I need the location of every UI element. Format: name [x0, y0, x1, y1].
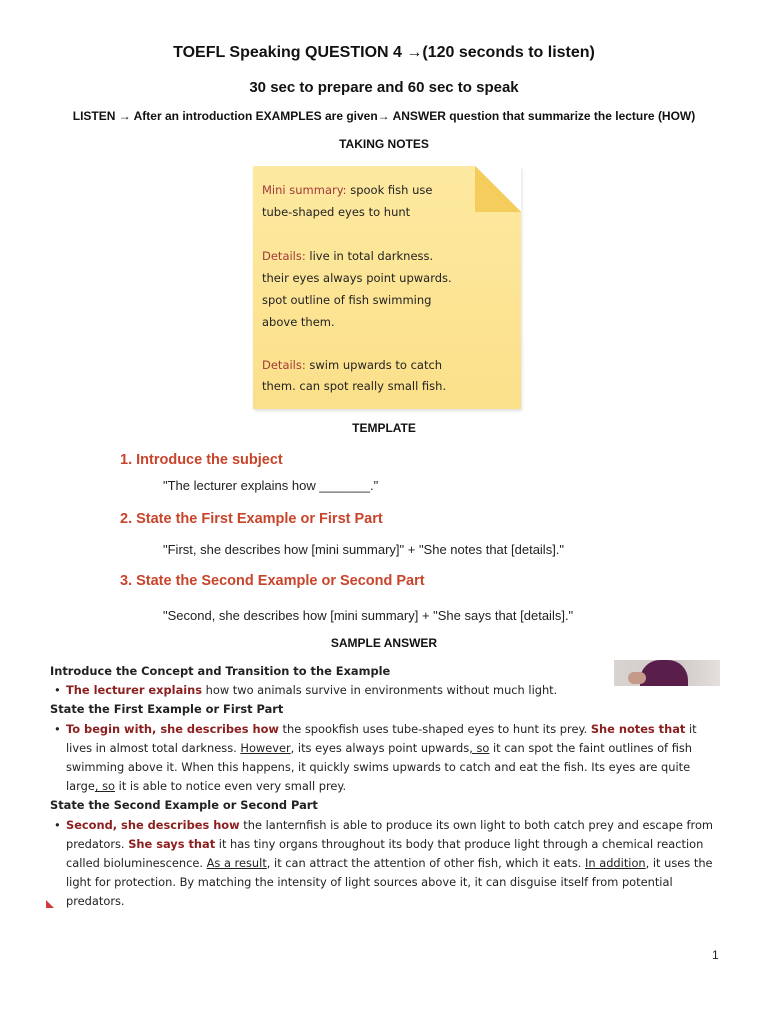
- template-step-2: 2. State the First Example or First Part: [120, 511, 383, 527]
- note-details-1-line2: their eyes always point upwards.: [262, 271, 452, 285]
- corner-marker-icon: [46, 900, 54, 908]
- template-heading: TEMPLATE: [352, 421, 416, 435]
- notes-heading: TAKING NOTES: [339, 137, 429, 151]
- sample-section-1-heading: Introduce the Concept and Transition to the Example: [50, 664, 391, 678]
- arrow-right-icon: →: [118, 109, 131, 123]
- page-number: 1: [712, 948, 719, 962]
- sticky-note: [253, 166, 521, 409]
- template-step-1-quote: "The lecturer explains how _______.": [163, 478, 379, 493]
- note-details-1: Details: live in total darkness.: [262, 249, 434, 263]
- sample-section-3-heading: State the Second Example or Second Part: [50, 798, 318, 813]
- template-step-1: 1. Introduce the subject: [120, 452, 283, 468]
- note-details-2: Details: swim upwards to catch: [262, 358, 443, 372]
- sample-section-1-bullet: • The lecturer explains how two animals survive in environments without much light.: [50, 681, 722, 700]
- template-step-3: 3. State the Second Example or Second Part: [120, 573, 425, 589]
- note-mini-summary-line2: tube-shaped eyes to hunt: [262, 205, 411, 219]
- note-mini-summary: Mini summary: spook fish use: [262, 183, 433, 197]
- arrow-right-icon: →: [406, 44, 423, 61]
- note-details-1-line3: spot outline of fish swimming: [262, 293, 432, 307]
- note-details-1-line4: above them.: [262, 315, 335, 329]
- page-subtitle: 30 sec to prepare and 60 sec to speak: [249, 79, 519, 96]
- template-step-3-quote: "Second, she describes how [mini summary] + "She says that [details].": [163, 608, 574, 623]
- template-step-2-quote: "First, she describes how [mini summary]" + "She notes that [details].": [163, 542, 565, 557]
- page-title: TOEFL Speaking QUESTION 4 →(120 seconds to listen): [173, 44, 595, 61]
- arrow-right-icon: →: [377, 109, 390, 123]
- note-details-2-line2: them. can spot really small fish.: [262, 379, 447, 393]
- sample-section-3-bullet: • Second, she describes how the lanternfish is able to produce its own light to both catch prey and escape from predators. She says that it has tiny organs throughout its body that produce light through a chemical reaction called bioluminescence. As a result, it can attract the attention of other fish, which it eats. In addition, it uses the light for protection. By matching the intensity of light sources above it, it can disguise itself from potential predators.: [50, 816, 722, 912]
- sample-answer-body: [50, 662, 722, 912]
- instructions-line: LISTEN → After an introduction EXAMPLES are given→ ANSWER question that summarize the lecture (HOW): [72, 109, 696, 123]
- sample-section-2-heading: State the First Example or First Part: [50, 702, 284, 717]
- sample-section-2-bullet: • To begin with, she describes how the spookfish uses tube-shaped eyes to hunt its prey. She notes that it lives in almost total darkness. However, its eyes always point upwards, so it can spot the faint outlines of fish swimming above it. When this happens, it quickly swims upwards to catch and eat the fish. Its eyes are quite large, so it is able to notice even very small prey.: [50, 720, 722, 797]
- sample-answer-heading: SAMPLE ANSWER: [330, 636, 438, 650]
- sticky-note-fold: [475, 166, 521, 212]
